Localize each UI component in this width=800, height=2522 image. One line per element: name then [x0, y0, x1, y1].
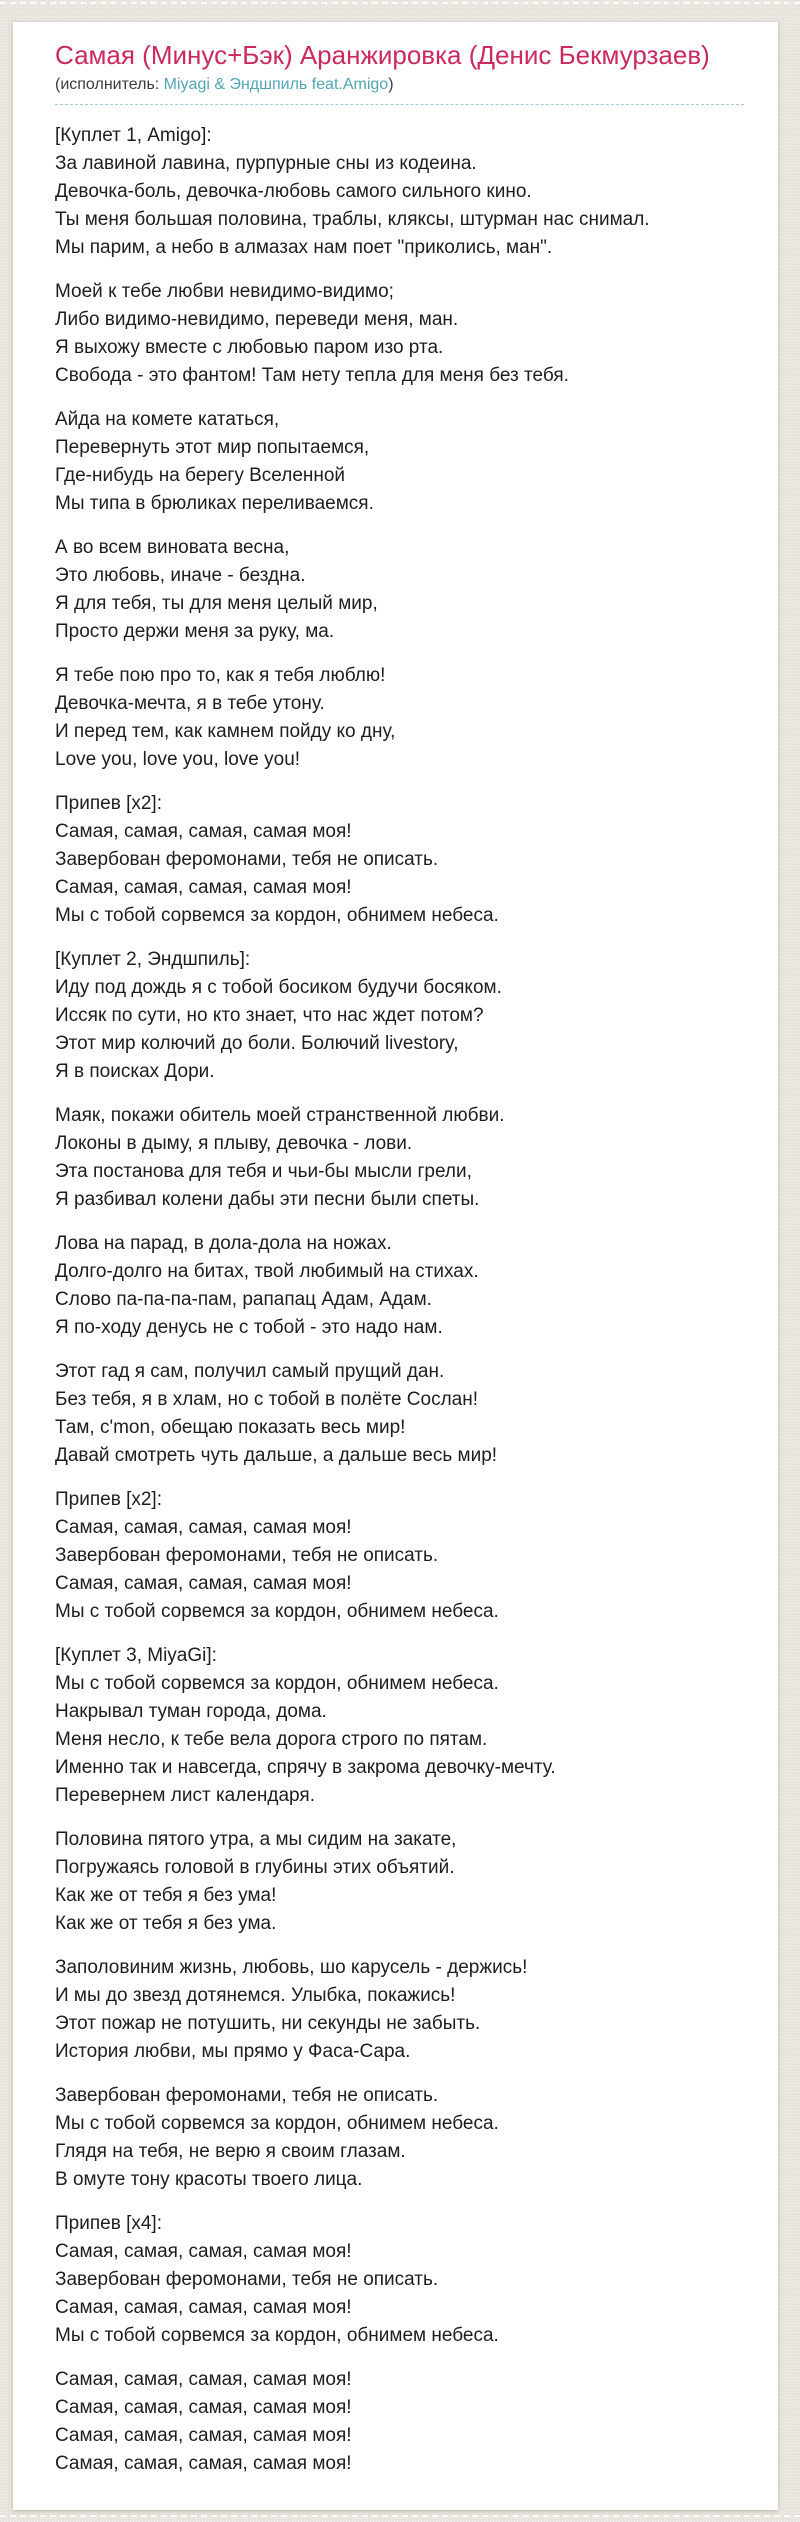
lyric-line: Моей к тебе любви невидимо-видимо;	[55, 280, 394, 302]
lyric-line: [Куплет 3, MiyaGi]:	[55, 1644, 217, 1666]
lyric-line: Заполовиним жизнь, любовь, шо карусель - держись!	[55, 1956, 528, 1978]
stanza	[55, 1486, 744, 1626]
stanza	[55, 1230, 744, 1342]
lyric-line: Самая, самая, самая, самая моя!	[55, 2296, 352, 2318]
lyric-line: Накрывал туман города, дома.	[55, 1700, 327, 1722]
lyric-line: Перевернем лист календаря.	[55, 1784, 315, 1806]
lyric-line: Мы с тобой сорвемся за кордон, обнимем небеса.	[55, 904, 499, 926]
stitch-line-top	[0, 2, 800, 4]
lyric-line: Мы с тобой сорвемся за кордон, обнимем небеса.	[55, 2324, 499, 2346]
song-title: Самая (Минус+Бэк) Аранжировка (Денис Бекмурзаев)	[55, 40, 710, 70]
lyric-line: Самая, самая, самая, самая моя!	[55, 2368, 352, 2390]
lyric-line: Иду под дождь я с тобой босиком будучи босяком.	[55, 976, 502, 998]
lyric-line: Я для тебя, ты для меня целый мир,	[55, 592, 378, 614]
lyric-line: Просто держи меня за руку, ма.	[55, 620, 335, 642]
stanza	[55, 534, 744, 646]
lyric-line: Love you, love you, love you!	[55, 748, 301, 770]
lyric-line: В омуте тону красоты твоего лица.	[55, 2168, 363, 2190]
lyric-line: Долго-долго на битах, твой любимый на стихах.	[55, 1260, 479, 1282]
lyric-line: Свобода - это фантом! Там нету тепла для меня без тебя.	[55, 364, 569, 386]
lyric-line: Я по-ходу денусь не с тобой - это надо нам.	[55, 1316, 443, 1338]
lyric-line: Девочка-мечта, я в тебе утону.	[55, 692, 325, 714]
lyric-line: Я выхожу вместе с любовью паром изо рта.	[55, 336, 444, 358]
performer-label: (исполнитель:	[55, 75, 160, 93]
lyric-line: И мы до звезд дотянемся. Улыбка, покажись!	[55, 1984, 456, 2006]
stitch-line-bottom	[0, 2515, 800, 2517]
lyric-line: Я разбивал колени дабы эти песни были спеты.	[55, 1188, 480, 1210]
stanza	[55, 2210, 744, 2350]
lyric-line: Я тебе пою про то, как я тебя люблю!	[55, 664, 386, 686]
lyric-line: Мы с тобой сорвемся за кордон, обнимем небеса.	[55, 1600, 499, 1622]
lyric-line: Без тебя, я в хлам, но с тобой в полёте Сослан!	[55, 1388, 479, 1410]
lyric-line: Самая, самая, самая, самая моя!	[55, 2396, 352, 2418]
stanza	[55, 662, 744, 774]
lyric-line: Самая, самая, самая, самая моя!	[55, 2240, 352, 2262]
lyric-line: Лова на парад, в дола-дола на ножах.	[55, 1232, 392, 1254]
lyric-line: Перевернуть этот мир попытаемся,	[55, 436, 370, 458]
stanza	[55, 1826, 744, 1938]
lyric-line: [Куплет 1, Amigo]:	[55, 124, 212, 146]
lyric-line: Завербован феромонами, тебя не описать.	[55, 848, 439, 870]
stanza	[55, 1102, 744, 1214]
lyric-line: Как же от тебя я без ума.	[55, 1912, 277, 1934]
lyric-line: Мы типа в брюликах переливаемся.	[55, 492, 374, 514]
lyric-line: Айда на комете кататься,	[55, 408, 280, 430]
lyric-line: Самая, самая, самая, самая моя!	[55, 820, 352, 842]
lyric-line: Это любовь, иначе - бездна.	[55, 564, 306, 586]
lyric-line: Эта постанова для тебя и чьи-бы мысли грели,	[55, 1160, 472, 1182]
lyric-line: Этот пожар не потушить, ни секунды не забыть.	[55, 2012, 481, 2034]
stanza	[55, 790, 744, 930]
lyric-line: А во всем виновата весна,	[55, 536, 290, 558]
lyric-line: [Куплет 2, Эндшпиль]:	[55, 948, 251, 970]
lyric-line: Мы с тобой сорвемся за кордон, обнимем небеса.	[55, 1672, 499, 1694]
lyric-line: Этот мир колючий до боли. Болючий livestory,	[55, 1032, 459, 1054]
lyric-line: Самая, самая, самая, самая моя!	[55, 1572, 352, 1594]
lyric-line: Этот гад я сам, получил самый прущий дан.	[55, 1360, 445, 1382]
lyric-line: Завербован феромонами, тебя не описать.	[55, 2268, 439, 2290]
lyric-line: Припев [x2]:	[55, 792, 162, 814]
stanza	[55, 1642, 744, 1810]
lyric-line: Погружаясь головой в глубины этих объятий.	[55, 1856, 455, 1878]
lyric-line: Девочка-боль, девочка-любовь самого сильного кино.	[55, 180, 532, 202]
lyric-line: Самая, самая, самая, самая моя!	[55, 2452, 352, 2474]
lyric-line: Мы с тобой сорвемся за кордон, обнимем небеса.	[55, 2112, 499, 2134]
lyric-line: История любви, мы прямо у Фаса-Сара.	[55, 2040, 411, 2062]
lyric-line: Половина пятого утра, а мы сидим на закате,	[55, 1828, 457, 1850]
artist-link[interactable]: Miyagi & Эндшпиль feat.Amigo	[163, 75, 389, 93]
lyric-line: Я в поисках Дори.	[55, 1060, 215, 1082]
performer-line	[55, 76, 744, 105]
lyric-line: Локоны в дыму, я плыву, девочка - лови.	[55, 1132, 413, 1154]
stanza	[55, 406, 744, 518]
lyric-line: Самая, самая, самая, самая моя!	[55, 1516, 352, 1538]
lyric-line: Мы парим, а небо в алмазах нам поет "приколись, ман".	[55, 236, 553, 258]
lyric-line: Завербован феромонами, тебя не описать.	[55, 2084, 439, 2106]
stanza	[55, 1358, 744, 1470]
lyric-line: Меня несло, к тебе вела дорога строго по пятам.	[55, 1728, 488, 1750]
lyric-line: Именно так и навсегда, спрячу в закрома девочку-мечту.	[55, 1756, 556, 1778]
lyrics-panel	[13, 22, 778, 2510]
lyric-line: Самая, самая, самая, самая моя!	[55, 2424, 352, 2446]
lyric-line: Как же от тебя я без ума!	[55, 1884, 277, 1906]
stanza	[55, 1954, 744, 2066]
stanza	[55, 2082, 744, 2194]
lyric-line: Давай смотреть чуть дальше, а дальше весь мир!	[55, 1444, 498, 1466]
lyric-line: И перед тем, как камнем пойду ко дну,	[55, 720, 396, 742]
lyric-line: За лавиной лавина, пурпурные сны из кодеина.	[55, 152, 477, 174]
lyric-line: Либо видимо-невидимо, переведи меня, ман.	[55, 308, 459, 330]
lyric-line: Припев [x4]:	[55, 2212, 162, 2234]
lyric-line: Иссяк по сути, но кто знает, что нас ждет потом?	[55, 1004, 484, 1026]
lyric-line: Завербован феромонами, тебя не описать.	[55, 1544, 439, 1566]
stanza	[55, 278, 744, 390]
lyric-line: Слово па-па-па-пам, рапапац Адам, Адам.	[55, 1288, 432, 1310]
stanza	[55, 122, 744, 262]
lyric-line: Самая, самая, самая, самая моя!	[55, 876, 352, 898]
lyric-line: Где-нибудь на берегу Вселенной	[55, 464, 346, 486]
lyric-line: Ты меня большая половина, траблы, кляксы, штурман нас снимал.	[55, 208, 650, 230]
performer-close-paren: )	[388, 75, 394, 93]
stanza	[55, 946, 744, 1086]
lyrics	[55, 122, 744, 2478]
lyric-line: Глядя на тебя, не верю я своим глазам.	[55, 2140, 406, 2162]
stanza	[55, 2366, 744, 2478]
lyric-line: Маяк, покажи обитель моей странственной любви.	[55, 1104, 505, 1126]
lyric-line: Там, c'mon, обещаю показать весь мир!	[55, 1416, 406, 1438]
lyric-line: Припев [x2]:	[55, 1488, 162, 1510]
